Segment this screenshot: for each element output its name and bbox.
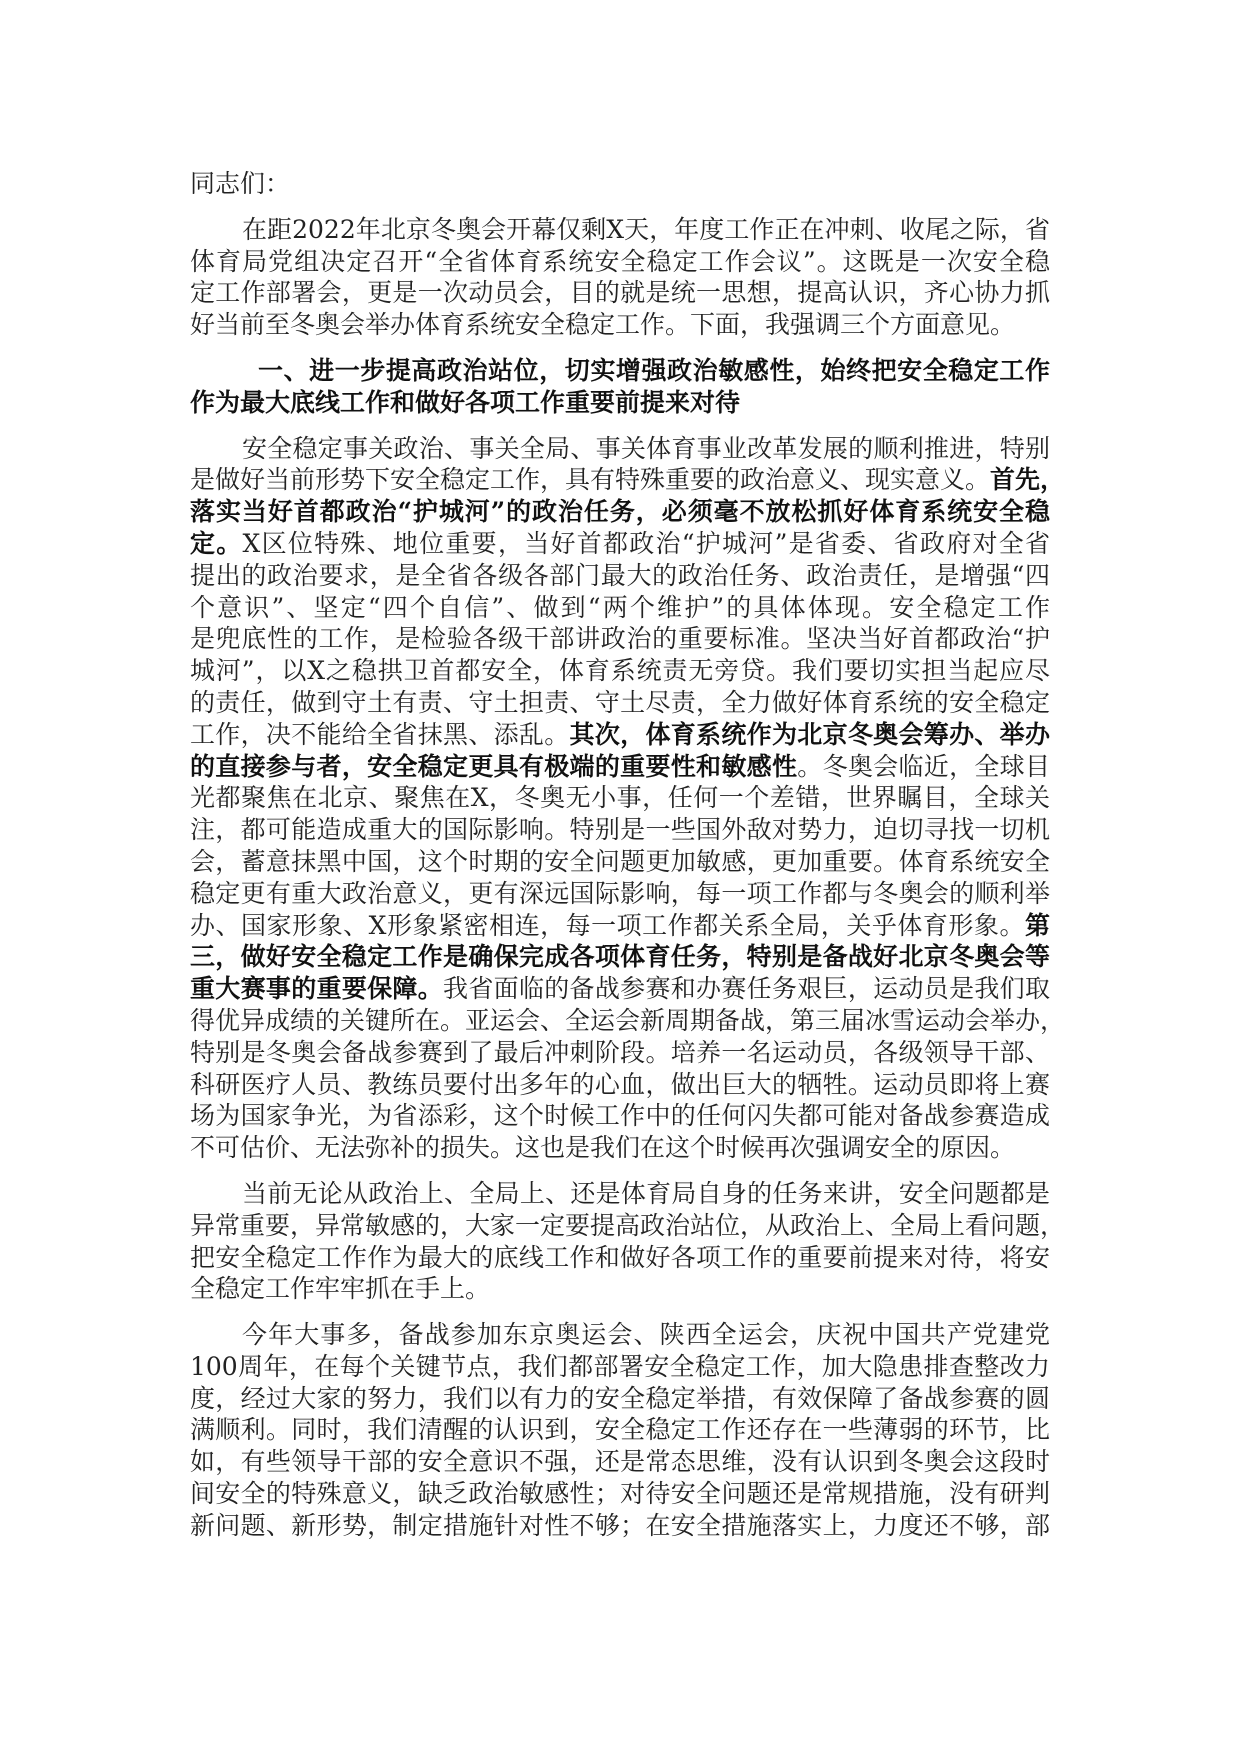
text-line — [190, 941, 1050, 973]
text-line — [190, 496, 1050, 528]
text-line — [190, 528, 1050, 560]
text: 是兜底性的工作，是检验各级干部讲政治的重要标准。坚决当好首都政治“护 — [190, 624, 1050, 654]
text-line — [190, 1351, 1050, 1383]
text-line — [190, 1100, 1050, 1132]
bold-text: 一、进一步提高政治站位，切实增强政治敏感性，始终把安全稳定工作 — [258, 355, 1050, 385]
text-line — [190, 168, 1050, 200]
bold-text: 作为最大底线工作和做好各项工作重要前提来对待 — [190, 387, 741, 417]
text-line — [190, 246, 1050, 278]
text-line — [190, 719, 1050, 751]
text: 。冬奥会临近，全球目 — [797, 751, 1050, 781]
text: 新问题、新形势，制定措施针对性不够；在安全措施落实上，力度还不够，部 — [190, 1510, 1050, 1540]
text-line — [190, 623, 1050, 655]
text: 办、国家形象、X形象紧密相连，每一项工作都关系全局，关乎体育形象。 — [190, 910, 1025, 940]
text: 定工作部署会，更是一次动员会，目的就是统一思想，提高认识，齐心协力抓 — [190, 278, 1050, 308]
text: 是做好当前形势下安全稳定工作，具有特殊重要的政治意义、现实意义。 — [190, 465, 991, 495]
bold-text: 首先， — [990, 465, 1066, 495]
text-line — [190, 1273, 1050, 1305]
text: 如，有些领导干部的安全意识不强，还是常态思维，没有认识到冬奥会这段时 — [190, 1447, 1050, 1477]
text: 注，都可能造成重大的国际影响。特别是一些国外敌对势力，迫切寻找一切机 — [190, 815, 1050, 845]
text-line — [190, 1242, 1050, 1274]
salutation — [190, 168, 1050, 200]
text-line — [190, 814, 1050, 846]
text: 全稳定工作牢牢抓在手上。 — [190, 1274, 491, 1304]
bold-text: 落实当好首都政治“护城河”的政治任务，必须毫不放松抓好体育系统安全稳 — [190, 497, 1050, 527]
paragraph — [190, 433, 1066, 1164]
text: 100周年，在每个关键节点，我们都部署安全稳定工作，加大隐患排查整改力 — [190, 1351, 1050, 1381]
text-line — [190, 846, 1050, 878]
text-line — [190, 592, 1050, 624]
text: 我省面临的备战参赛和办赛任务艰巨，运动员是我们取 — [443, 974, 1050, 1004]
text: X区位特殊、地位重要，当好首都政治“护城河”是省委、省政府对全省 — [242, 528, 1050, 558]
text: 好当前至冬奥会举办体育系统安全稳定工作。下面，我强调三个方面意见。 — [190, 310, 1016, 340]
text: 安全稳定事关政治、事关全局、事关体育事业改革发展的顺利推进，特别 — [242, 433, 1050, 463]
text-line — [190, 782, 1050, 814]
text: 稳定更有重大政治意义，更有深远国际影响，每一项工作都与冬奥会的顺利举 — [190, 878, 1050, 908]
text: 今年大事多，备战参加东京奥运会、陕西全运会，庆祝中国共产党建党 — [242, 1320, 1050, 1350]
text-line — [190, 433, 1050, 465]
text-line — [190, 355, 1050, 387]
text-line — [190, 1414, 1050, 1446]
text: 得优异成绩的关键所在。亚运会、全运会新周期备战，第三届冰雪运动会举办， — [190, 1005, 1066, 1035]
text-line — [190, 277, 1050, 309]
text: 满顺利。同时，我们清醒的认识到，安全稳定工作还存在一些薄弱的环节，比 — [190, 1415, 1050, 1445]
text-line — [190, 309, 1050, 341]
text-line — [190, 1132, 1050, 1164]
text-line — [190, 464, 1066, 496]
bold-text: 的直接参与者，安全稳定更具有极端的重要性和敏感性 — [190, 751, 798, 781]
text-line — [190, 1037, 1050, 1069]
text: 提出的政治要求，是全省各级各部门最大的政治任务、政治责任，是增强“四 — [190, 560, 1050, 590]
text-line — [190, 1446, 1050, 1478]
bold-text: 三，做好安全稳定工作是确保完成各项体育任务，特别是备战好北京冬奥会等 — [190, 942, 1050, 972]
paragraph — [190, 214, 1050, 341]
text: 异常重要，异常敏感的，大家一定要提高政治站位，从政治上、全局上看问题， — [190, 1210, 1066, 1240]
text: 的责任，做到守土有责、守土担责、守土尽责，全力做好体育系统的安全稳定 — [190, 687, 1050, 717]
text: 同志们： — [190, 169, 291, 198]
text: 光都聚焦在北京、聚焦在X，冬奥无小事，任何一个差错，世界瞩目，全球关 — [190, 783, 1050, 813]
text-line — [190, 973, 1050, 1005]
text: 工作，决不能给全省抹黑、添乱。 — [190, 719, 570, 749]
text-line — [190, 910, 1050, 942]
text-line — [190, 655, 1050, 687]
section-heading — [190, 355, 1050, 419]
text: 度，经过大家的努力，我们以有力的安全稳定举措，有效保障了备战参赛的圆 — [190, 1383, 1050, 1413]
text-line — [190, 1210, 1066, 1242]
text: 体育局党组决定召开“全省体育系统安全稳定工作会议”。这既是一次安全稳 — [190, 246, 1050, 276]
text: 特别是冬奥会备战参赛到了最后冲刺阶段。培养一名运动员，各级领导干部、 — [190, 1037, 1050, 1067]
text: 场为国家争光，为省添彩，这个时候工作中的任何闪失都可能对备战参赛造成 — [190, 1101, 1050, 1131]
text: 城河”，以X之稳拱卫首都安全，体育系统责无旁贷。我们要切实担当起应尽 — [190, 656, 1050, 686]
text: 把安全稳定工作作为最大的底线工作和做好各项工作的重要前提来对待，将安 — [190, 1242, 1050, 1272]
paragraph — [190, 1178, 1066, 1305]
text-line — [190, 1178, 1050, 1210]
text: 当前无论从政治上、全局上、还是体育局自身的任务来讲，安全问题都是 — [242, 1178, 1050, 1208]
paragraph — [190, 1319, 1050, 1542]
bold-text: 定。 — [190, 528, 243, 558]
text: 科研医疗人员、教练员要付出多年的心血，做出巨大的牺牲。运动员即将上赛 — [190, 1069, 1050, 1099]
document-page — [190, 168, 1066, 1556]
text-line — [190, 1005, 1066, 1037]
text: 个意识”、坚定“四个自信”、做到“两个维护”的具体体现。安全稳定工作 — [190, 592, 1050, 622]
text-line — [190, 1383, 1050, 1415]
text-line — [190, 387, 1050, 419]
bold-text: 其次，体育系统作为北京冬奥会筹办、举办 — [569, 719, 1050, 749]
text-line — [190, 560, 1050, 592]
bold-text: 第 — [1024, 910, 1050, 940]
text-line — [190, 1510, 1050, 1542]
text-line — [190, 878, 1050, 910]
text: 不可估价、无法弥补的损失。这也是我们在这个时候再次强调安全的原因。 — [190, 1133, 1016, 1163]
text-line — [190, 1478, 1050, 1510]
text-line — [190, 751, 1050, 783]
bold-text: 重大赛事的重要保障。 — [190, 974, 444, 1004]
text: 在距2022年北京冬奥会开幕仅剩X天，年度工作正在冲刺、收尾之际，省 — [242, 214, 1050, 244]
text-line — [190, 1319, 1050, 1351]
text-line — [190, 687, 1050, 719]
text: 会，蓄意抹黑中国，这个时期的安全问题更加敏感，更加重要。体育系统安全 — [190, 846, 1050, 876]
text: 间安全的特殊意义，缺乏政治敏感性；对待安全问题还是常规措施，没有研判 — [190, 1479, 1050, 1509]
text-line — [190, 1069, 1050, 1101]
text-line — [190, 214, 1050, 246]
